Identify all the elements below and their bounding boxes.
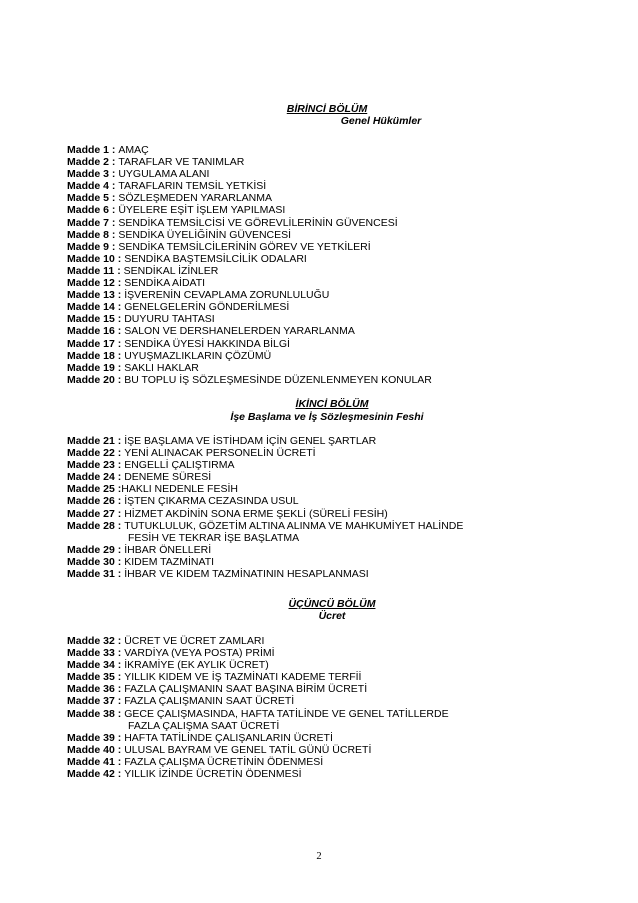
article-item xyxy=(67,265,587,277)
article-title: SENDİKA ÜYELİĞİNİN GÜVENCESİ xyxy=(118,228,292,241)
article-number: Madde 15 : xyxy=(67,313,125,326)
article-title: YENİ ALINACAK PERSONELİN ÜCRETİ xyxy=(124,447,316,460)
article-row xyxy=(67,508,587,520)
article-row xyxy=(67,520,587,532)
article-row xyxy=(67,217,587,229)
article-title: AMAÇ xyxy=(118,144,149,156)
article-row xyxy=(67,362,587,374)
article-title: UYUŞMAZLIKLARIN ÇÖZÜMÜ xyxy=(124,349,272,362)
article-number: Madde 20 : xyxy=(67,373,125,386)
article-item xyxy=(67,459,587,471)
article-item xyxy=(67,435,587,447)
article-title: TARAFLAR VE TANIMLAR xyxy=(118,156,245,169)
article-item xyxy=(67,192,587,204)
article-number: Madde 25 : xyxy=(67,483,122,496)
article-title: SENDİKA TEMSİLCİSİ VE GÖREVLİLERİNİN GÜVENCESİ xyxy=(118,216,398,229)
article-row xyxy=(67,301,587,313)
article-item xyxy=(67,144,587,156)
section-heading: BİRİNCİ BÖLÜM xyxy=(286,103,368,115)
article-row xyxy=(67,241,587,253)
article-row xyxy=(67,459,587,471)
article-row xyxy=(67,768,587,780)
article-row xyxy=(67,447,587,459)
article-item xyxy=(67,168,587,180)
article-number: Madde 4 : xyxy=(67,180,119,193)
article-number: Madde 39 : xyxy=(67,731,125,744)
article-number: Madde 3 : xyxy=(67,168,119,181)
article-title: FAZLA ÇALIŞMANIN SAAT ÜCRETİ xyxy=(124,695,295,708)
article-row xyxy=(67,325,587,337)
article-row xyxy=(67,495,587,507)
article-title-continuation: FAZLA ÇALIŞMA SAAT ÜCRETİ xyxy=(128,719,280,732)
article-row xyxy=(67,471,587,483)
article-item xyxy=(67,374,587,386)
article-item xyxy=(67,520,587,544)
article-title: İŞVERENİN CEVAPLAMA ZORUNLULUĞU xyxy=(124,289,330,302)
article-title: SALON VE DERSHANELERDEN YARARLANMA xyxy=(124,325,355,338)
article-number: Madde 35 : xyxy=(67,671,125,684)
article-list xyxy=(67,144,587,386)
article-list xyxy=(67,435,587,580)
section-heading: İKİNCİ BÖLÜM xyxy=(295,398,369,410)
article-item xyxy=(67,556,587,568)
article-number: Madde 29 : xyxy=(67,543,125,556)
article-item xyxy=(67,229,587,241)
article-number: Madde 2 : xyxy=(67,156,119,169)
article-number: Madde 5 : xyxy=(67,192,119,205)
article-title: DENEME SÜRESİ xyxy=(124,471,212,484)
article-title: HAKLI NEDENLE FESİH xyxy=(121,483,238,496)
article-number: Madde 40 : xyxy=(67,743,125,756)
article-title: ÜCRET VE ÜCRET ZAMLARI xyxy=(124,635,265,647)
article-number: Madde 13 : xyxy=(67,289,125,302)
article-number: Madde 30 : xyxy=(67,555,125,568)
article-title: SAKLI HAKLAR xyxy=(124,361,199,374)
article-item xyxy=(67,647,587,659)
article-row xyxy=(67,659,587,671)
article-title: SÖZLEŞMEDEN YARARLANMA xyxy=(118,192,272,205)
article-item xyxy=(67,217,587,229)
article-row xyxy=(67,350,587,362)
article-item xyxy=(67,635,587,647)
article-row xyxy=(67,277,587,289)
article-row xyxy=(67,732,587,744)
article-row xyxy=(67,756,587,768)
article-item xyxy=(67,671,587,683)
article-number: Madde 6 : xyxy=(67,204,119,217)
article-title: İŞE BAŞLAMA VE İSTİHDAM İÇİN GENEL ŞARTLAR xyxy=(124,435,377,447)
article-number: Madde 21 : xyxy=(67,435,125,447)
article-row xyxy=(67,229,587,241)
article-number: Madde 10 : xyxy=(67,252,125,265)
article-row xyxy=(67,168,587,180)
article-title: YILLIK İZİNDE ÜCRETİN ÖDENMESİ xyxy=(124,768,302,781)
article-title: İHBAR ÖNELLERİ xyxy=(124,543,212,556)
article-item xyxy=(67,241,587,253)
article-item xyxy=(67,471,587,483)
article-title: FAZLA ÇALIŞMA ÜCRETİNİN ÖDENMESİ xyxy=(124,755,324,768)
article-title: İKRAMİYE (EK AYLIK ÜCRET) xyxy=(124,659,269,672)
article-item xyxy=(67,325,587,337)
article-row xyxy=(67,374,587,386)
article-item xyxy=(67,756,587,768)
article-row xyxy=(67,144,587,156)
article-title: İŞTEN ÇIKARMA CEZASINDA USUL xyxy=(124,495,299,508)
article-title: TARAFLARIN TEMSİL YETKİSİ xyxy=(118,180,267,193)
article-row xyxy=(67,435,587,447)
article-number: Madde 9 : xyxy=(67,240,119,253)
article-title: HAFTA TATİLİNDE ÇALIŞANLARIN ÜCRETİ xyxy=(124,731,333,744)
article-item xyxy=(67,744,587,756)
article-title: GENELGELERİN GÖNDERİLMESİ xyxy=(124,301,290,314)
section-heading: ÜÇÜNCÜ BÖLÜM xyxy=(288,598,376,610)
article-title: HİZMET AKDİNİN SONA ERME ŞEKLİ (SÜRELİ FESİH) xyxy=(124,507,388,520)
section-subheading: İşe Başlama ve İş Sözleşmesinin Feshi xyxy=(230,411,424,423)
article-item xyxy=(67,508,587,520)
article-number: Madde 26 : xyxy=(67,495,125,508)
article-item xyxy=(67,732,587,744)
article-item xyxy=(67,659,587,671)
article-number: Madde 22 : xyxy=(67,447,125,460)
article-title: ÜYELERE EŞİT İŞLEM YAPILMASI xyxy=(118,204,286,217)
section-1 xyxy=(67,103,587,386)
article-title: İHBAR VE KIDEM TAZMİNATININ HESAPLANMASI xyxy=(124,568,369,581)
article-number: Madde 27 : xyxy=(67,507,125,520)
article-row xyxy=(67,744,587,756)
article-title: VARDİYA (VEYA POSTA) PRİMİ xyxy=(124,647,275,660)
article-title: TUTUKLULUK, GÖZETİM ALTINA ALINMA VE MAHKUMİYET HALİNDE xyxy=(124,519,464,532)
article-title: ULUSAL BAYRAM VE GENEL TATİL GÜNÜ ÜCRETİ xyxy=(124,743,372,756)
article-number: Madde 12 : xyxy=(67,277,125,290)
article-title: SENDİKA ÜYESİ HAKKINDA BİLGİ xyxy=(124,337,290,350)
article-title: SENDİKAL İZİNLER xyxy=(123,264,219,277)
article-item xyxy=(67,350,587,362)
article-number: Madde 7 : xyxy=(67,216,119,229)
section-3 xyxy=(67,598,587,780)
article-number: Madde 33 : xyxy=(67,647,125,660)
article-number: Madde 37 : xyxy=(67,695,125,708)
article-title-continuation: FESİH VE TEKRAR İŞE BAŞLATMA xyxy=(128,531,300,544)
article-row xyxy=(67,180,587,192)
article-number: Madde 17 : xyxy=(67,337,125,350)
article-row xyxy=(67,695,587,707)
article-item xyxy=(67,495,587,507)
article-number: Madde 38 : xyxy=(67,707,125,720)
article-row xyxy=(67,253,587,265)
article-number: Madde 1 : xyxy=(67,144,119,156)
article-title: GECE ÇALIŞMASINDA, HAFTA TATİLİNDE VE GENEL TATİLLERDE xyxy=(124,707,449,720)
article-row xyxy=(67,313,587,325)
article-number: Madde 11 : xyxy=(67,264,124,277)
article-item xyxy=(67,695,587,707)
article-item xyxy=(67,289,587,301)
article-row xyxy=(67,204,587,216)
article-row xyxy=(67,556,587,568)
article-item xyxy=(67,338,587,350)
article-row xyxy=(67,289,587,301)
article-item xyxy=(67,180,587,192)
article-title: BU TOPLU İŞ SÖZLEŞMESİNDE DÜZENLENMEYEN KONULAR xyxy=(124,373,432,386)
article-item xyxy=(67,277,587,289)
article-row xyxy=(67,671,587,683)
article-number: Madde 42 : xyxy=(67,768,125,781)
article-title: UYGULAMA ALANI xyxy=(118,168,210,181)
article-number: Madde 36 : xyxy=(67,683,125,696)
article-item xyxy=(67,483,587,495)
article-row xyxy=(67,483,587,495)
article-item xyxy=(67,568,587,580)
article-number: Madde 16 : xyxy=(67,325,125,338)
article-number: Madde 31 : xyxy=(67,568,125,581)
article-row xyxy=(67,635,587,647)
article-title: KIDEM TAZMİNATI xyxy=(124,555,215,568)
article-number: Madde 23 : xyxy=(67,459,125,472)
article-item xyxy=(67,708,587,732)
article-item xyxy=(67,447,587,459)
article-item xyxy=(67,156,587,168)
article-item xyxy=(67,313,587,325)
article-title: YILLIK KIDEM VE İŞ TAZMİNATI KADEME TERFİİ xyxy=(124,671,362,684)
article-row xyxy=(67,338,587,350)
article-number: Madde 41 : xyxy=(67,755,125,768)
article-item xyxy=(67,301,587,313)
article-item xyxy=(67,253,587,265)
section-subheading: Genel Hükümler xyxy=(340,115,422,127)
article-item xyxy=(67,544,587,556)
article-row xyxy=(67,265,587,277)
article-item xyxy=(67,204,587,216)
section-subheading: Ücret xyxy=(318,610,346,622)
article-number: Madde 18 : xyxy=(67,349,125,362)
article-row xyxy=(67,192,587,204)
article-number: Madde 28 : xyxy=(67,519,125,532)
article-number: Madde 19 : xyxy=(67,361,125,374)
article-title: ENGELLİ ÇALIŞTIRMA xyxy=(124,459,235,472)
article-row xyxy=(67,156,587,168)
article-row xyxy=(67,683,587,695)
article-item xyxy=(67,768,587,780)
article-number: Madde 34 : xyxy=(67,659,125,672)
article-row xyxy=(67,544,587,556)
article-title: FAZLA ÇALIŞMANIN SAAT BAŞINA BİRİM ÜCRETİ xyxy=(124,683,368,696)
article-title: SENDİKA TEMSİLCİLERİNİN GÖREV VE YETKİLERİ xyxy=(118,240,371,253)
article-number: Madde 8 : xyxy=(67,228,119,241)
article-row xyxy=(67,647,587,659)
article-list xyxy=(67,635,587,780)
article-row xyxy=(67,568,587,580)
article-item xyxy=(67,683,587,695)
article-number: Madde 32 : xyxy=(67,635,125,647)
article-title: SENDİKA BAŞTEMSİLCİLİK ODALARI xyxy=(124,252,307,265)
article-number: Madde 14 : xyxy=(67,301,125,314)
article-title: DUYURU TAHTASI xyxy=(124,313,215,326)
article-number: Madde 24 : xyxy=(67,471,125,484)
article-row xyxy=(67,708,587,720)
section-2 xyxy=(67,398,587,580)
article-title: SENDİKA AİDATI xyxy=(124,277,206,290)
page-number: 2 xyxy=(316,851,322,862)
article-item xyxy=(67,362,587,374)
